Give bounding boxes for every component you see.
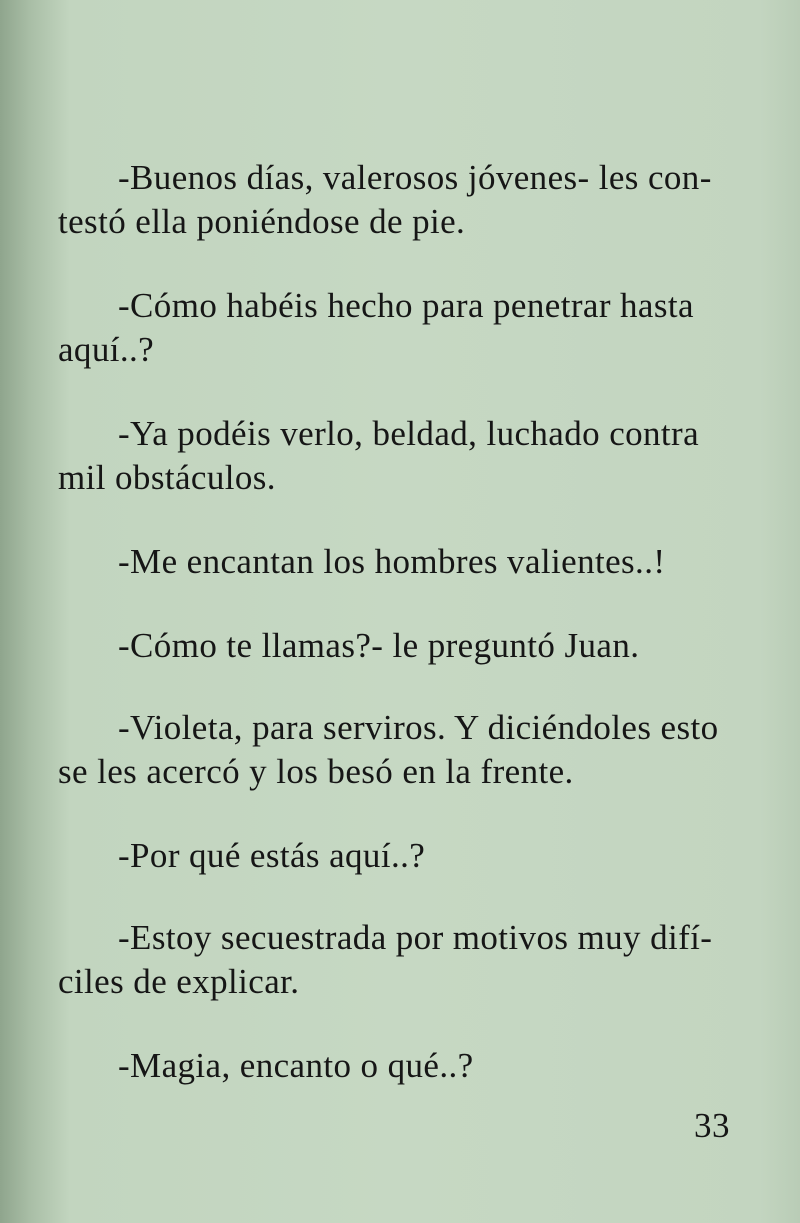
paragraph-line: se les acercó y los besó en la frente. (58, 752, 574, 791)
paragraph-line: -Buenos días, valerosos jóvenes- les con- (118, 158, 712, 197)
paragraph-question-how (58, 284, 738, 372)
paragraph-line: -Por qué estás aquí..? (118, 836, 426, 875)
paragraph-kidnapped (58, 916, 738, 1004)
paragraph-name-question (58, 624, 738, 668)
paragraph-line: ciles de explicar. (58, 962, 300, 1001)
paragraph-magic (58, 1044, 738, 1088)
paragraph-brave-men (58, 540, 738, 584)
paragraph-greeting (58, 156, 738, 244)
paragraph-line: -Cómo te llamas?- le preguntó Juan. (118, 626, 640, 665)
paragraph-violeta (58, 706, 738, 794)
paragraph-answer-obstacles (58, 412, 738, 500)
paragraph-line: -Estoy secuestrada por motivos muy difí- (118, 918, 713, 957)
paragraph-line: mil obstáculos. (58, 458, 276, 497)
paragraph-line: testó ella poniéndose de pie. (58, 202, 466, 241)
paragraph-line: -Ya podéis verlo, beldad, luchado contra (118, 414, 700, 453)
paragraph-why-here (58, 834, 738, 878)
page-number: 33 (694, 1106, 730, 1145)
paragraph-line: -Violeta, para serviros. Y diciéndoles esto (118, 708, 719, 747)
paragraph-line: -Me encantan los hombres valientes..! (118, 542, 666, 581)
paragraph-line: -Magia, encanto o qué..? (118, 1046, 474, 1085)
paragraph-line: aquí..? (58, 330, 155, 369)
paragraph-line: -Cómo habéis hecho para penetrar hasta (118, 286, 694, 325)
